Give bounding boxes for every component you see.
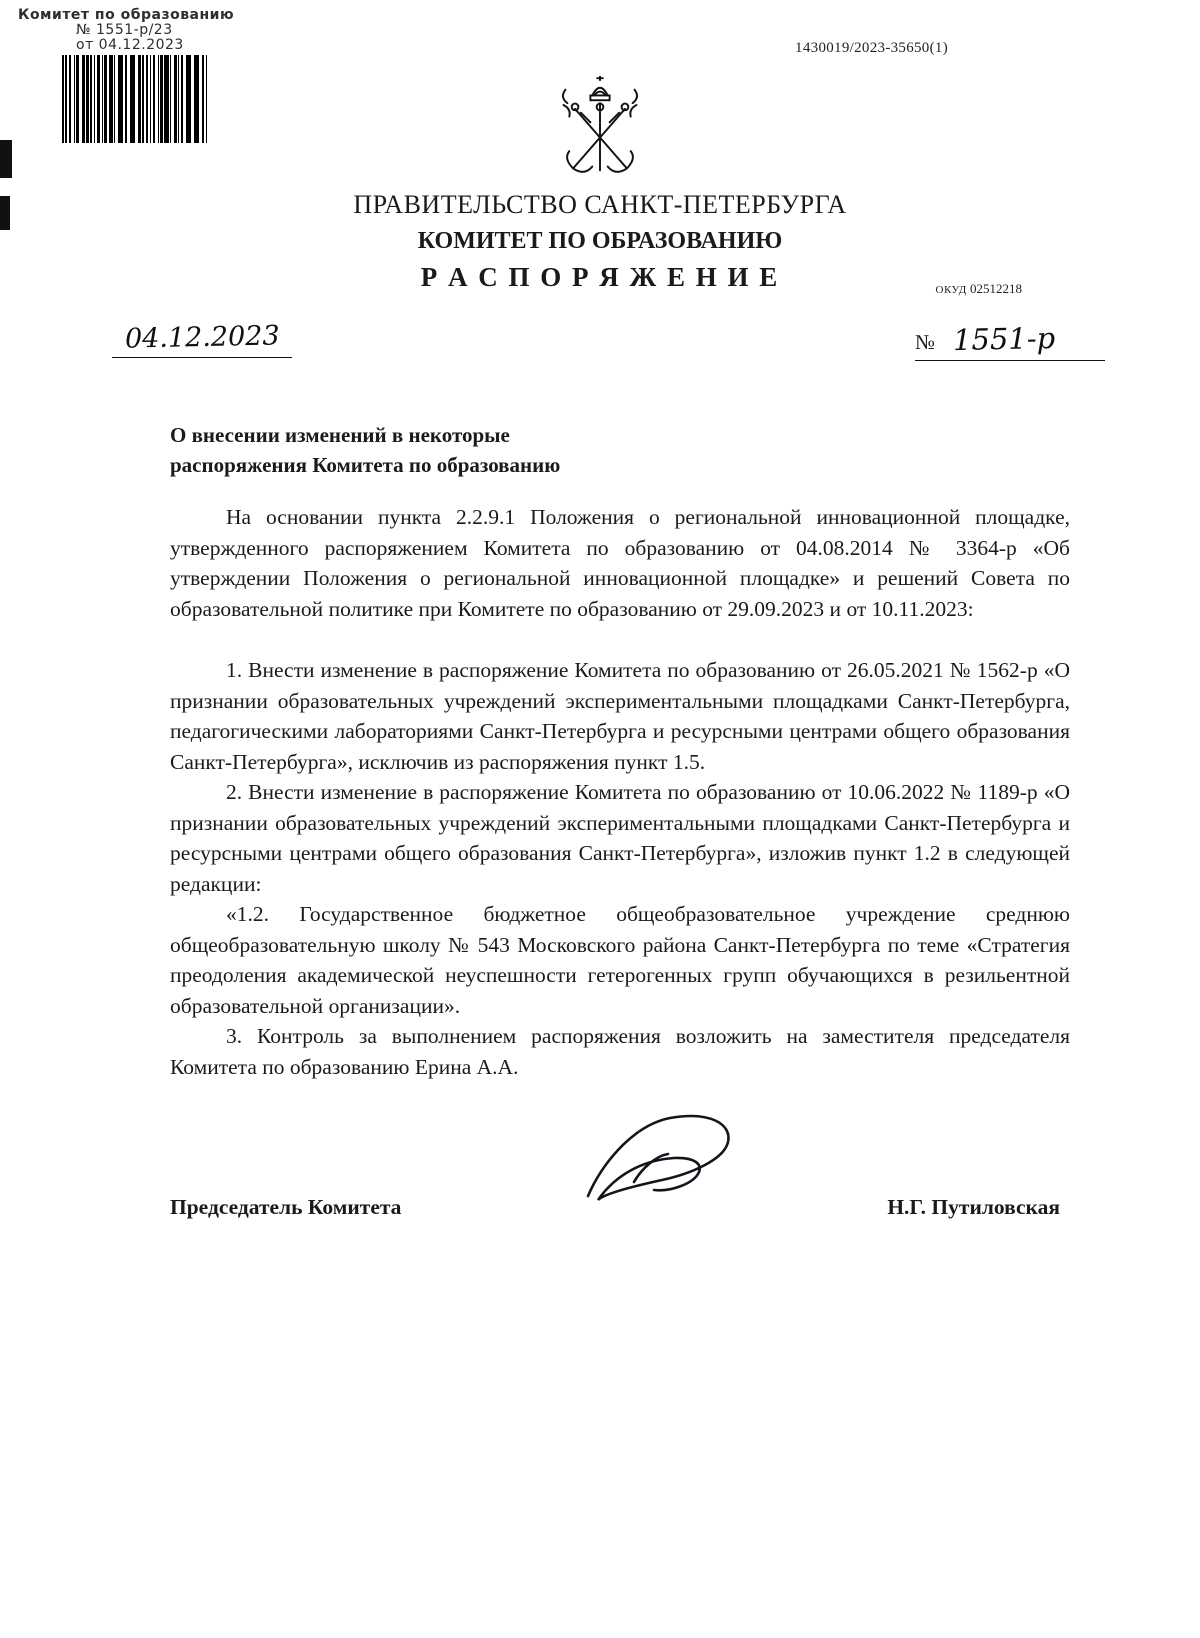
body-paragraph: 1. Внести изменение в распоряжение Комитета по образованию от 26.05.2021 № 1562-р «О признании образовательных учреждений экспериментальными площадками Санкт-Петербурга, педагогическими лабораториями Санкт-Петербурга и ресурсными центрами общего образования Санкт-Петербурга», исключив из распоряжения пункт 1.5. xyxy=(170,658,1070,774)
committee-title: КОМИТЕТ ПО ОБРАЗОВАНИЮ xyxy=(417,228,783,254)
coat-of-arms-icon xyxy=(552,76,648,189)
document-subject xyxy=(170,420,870,480)
okud-code xyxy=(936,281,1023,297)
document-number xyxy=(915,322,1105,361)
number-sign-label: № xyxy=(915,330,936,354)
registration-stamp xyxy=(18,8,248,53)
document-body xyxy=(170,502,1070,1246)
signer-position: Председатель Комитета xyxy=(170,1195,402,1219)
stamp-org-line: Комитет по образованию xyxy=(18,7,235,23)
date-number-row xyxy=(0,322,1200,366)
document-date xyxy=(112,322,292,358)
subject-line-2: распоряжения Комитета по образованию xyxy=(170,453,561,477)
okud-label: ОКУД xyxy=(935,284,967,296)
body-paragraph: «1.2. Государственное бюджетное общеобразовательное учреждение среднюю общеобразовательную школу № 543 Московского района Санкт-Петербурга по теме «Стратегия преодоления академической неуспешности гетерогенных групп обучающихся в резильентной образовательной организации». xyxy=(170,902,1070,1018)
subject-line-1: О внесении изменений в некоторые xyxy=(170,423,510,447)
stamp-date-line: от 04.12.2023 xyxy=(76,37,184,53)
stamp-number-line: № 1551-р/23 xyxy=(76,22,173,38)
scan-edge-mark xyxy=(0,140,12,178)
barcode-image xyxy=(62,55,208,143)
body-paragraph: На основании пункта 2.2.9.1 Положения о региональной инновационной площадке, утвержденного распоряжением Комитета по образованию от 04.08.2014 № 3364-р «Об утверждении Положения о региональной инновационной площадке» и решений Совета по образовательной политике при Комитете по образованию от 29.09.2023 и от 10.11.2023: xyxy=(170,505,1070,621)
handwritten-signature xyxy=(570,1108,770,1227)
government-title: ПРАВИТЕЛЬСТВО САНКТ-ПЕТЕРБУРГА xyxy=(353,190,847,219)
signer-name: Н.Г. Путиловская xyxy=(887,1195,1060,1219)
registry-reference: 1430019/2023-35650(1) xyxy=(795,40,948,56)
body-paragraph: 2. Внести изменение в распоряжение Комитета по образованию от 10.06.2022 № 1189-р «О признании образовательных учреждений экспериментальными площадками Санкт-Петербурга и ресурсными центрами общего образования Санкт-Петербурга», изложив пункт 1.2 в следующей редакции: xyxy=(170,780,1070,896)
handwritten-date: 04.12.2023 xyxy=(124,320,280,355)
body-paragraph: 3. Контроль за выполнением распоряжения возложить на заместителя председателя Комитета по образованию Ерина А.А. xyxy=(170,1024,1070,1079)
okud-value: 02512218 xyxy=(970,281,1022,296)
signature-block xyxy=(170,1156,1070,1246)
document-type-title: Р А С П О Р Я Ж Е Н И Е xyxy=(420,262,780,292)
handwritten-number: 1551-р xyxy=(952,320,1056,358)
